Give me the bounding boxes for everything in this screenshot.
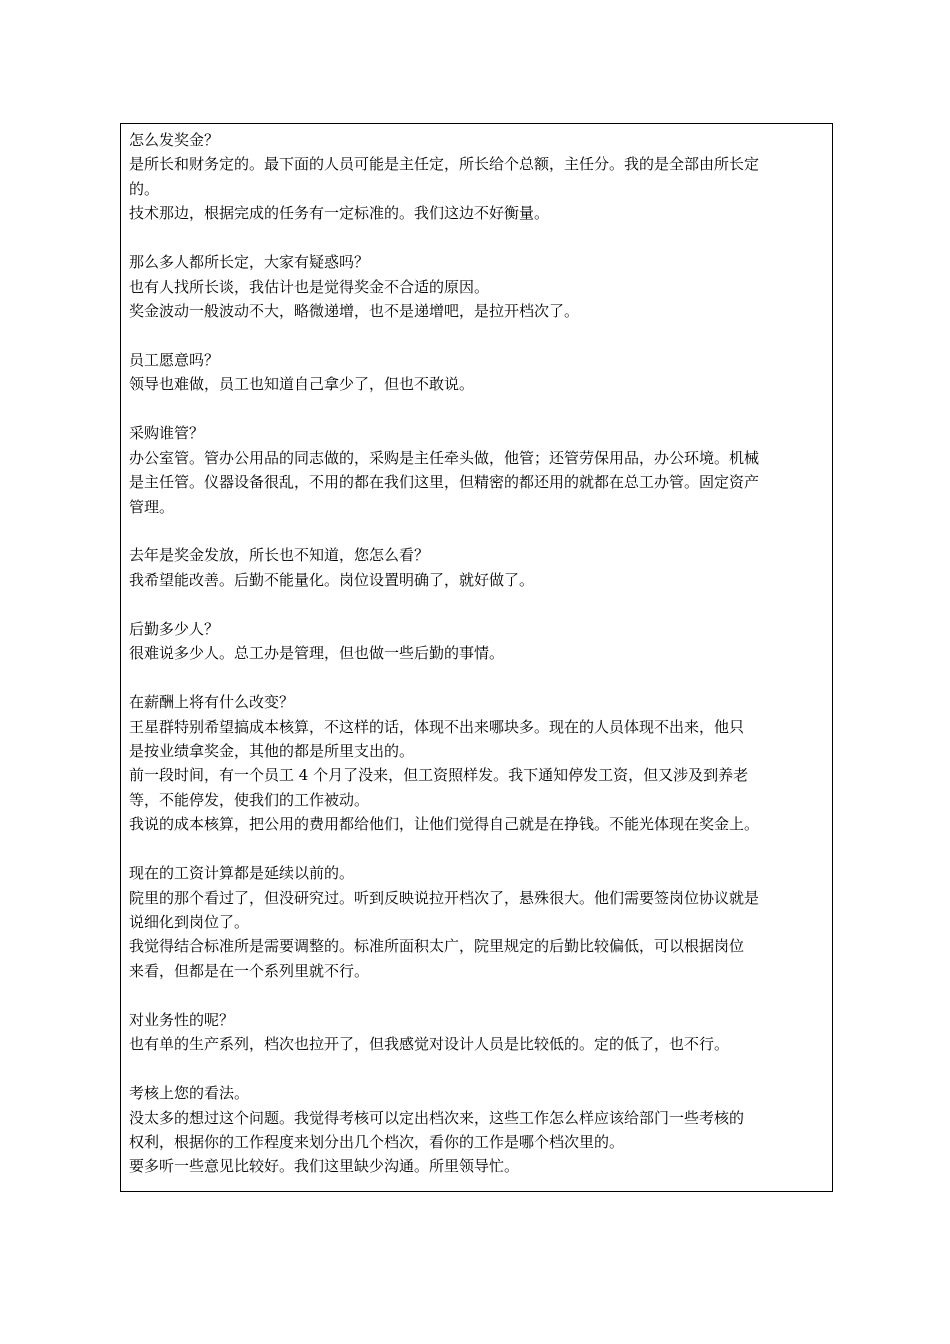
answer-line: 说细化到岗位了。 (129, 913, 250, 931)
answer-line: 我希望能改善。后勤不能量化。岗位设置明确了，就好做了。 (129, 570, 535, 589)
question-line: 怎么发奖金？ (129, 131, 220, 149)
answer-line: 没太多的想过这个问题。我觉得考核可以定出档次来，这些工作怎么样应该给部门一些考核的 (129, 1108, 745, 1127)
answer-line: 来看，但都是在一个系列里就不行。 (129, 961, 370, 980)
answer-line: 也有单的生产系列，档次也拉开了，但我感觉对设计人员是比较低的。定的低了，也不行。 (129, 1035, 730, 1054)
blank-line (129, 226, 824, 250)
answer-line: 我觉得结合标准所是需要调整的。标准所面积太广，院里规定的后勤比较偏低，可以根据岗位 (129, 937, 745, 956)
blank-line (129, 519, 824, 543)
interview-text-box (120, 123, 833, 1192)
answer-line: 前一段时间，有一个员工 4 个月了没来，但工资照样发。我下通知停发工资，但又涉及到养老 (129, 766, 749, 785)
answer-line: 奖金波动一般波动不大，略微递增，也不是递增吧，是拉开档次了。 (129, 302, 580, 321)
answer-line: 要多听一些意见比较好。我们这里缺少沟通。所里领导忙。 (129, 1157, 520, 1176)
answer-line: 我说的成本核算，把公用的费用都给他们，让他们觉得自己就是在挣钱。不能光体现在奖金上。 (129, 815, 760, 834)
answer-line: 是主任管。仪器设备很乱，不用的都在我们这里，但精密的都还用的就都在总工办管。固定资产 (129, 473, 760, 492)
blank-line (129, 1057, 824, 1081)
answer-line: 是所长和财务定的。最下面的人员可能是主任定，所长给个总额，主任分。我的是全部由所长定 (129, 155, 760, 174)
blank-line (129, 983, 824, 1007)
answer-line: 也有人找所长谈，我估计也是觉得奖金不合适的原因。 (129, 277, 490, 296)
blank-line (129, 837, 824, 861)
question-line: 那么多人都所长定，大家有疑惑吗？ (129, 253, 370, 272)
answer-line: 很难说多少人。总工办是管理，但也做一些后勤的事情。 (129, 644, 505, 663)
blank-line (129, 324, 824, 348)
answer-line: 王星群特别希望搞成本核算，不这样的话，体现不出来哪块多。现在的人员体现不出来，他只 (129, 717, 745, 736)
question-line: 后勤多少人？ (129, 619, 220, 638)
answer-line: 权利，根据你的工作程度来划分出几个档次，看你的工作是哪个档次里的。 (129, 1132, 625, 1151)
blank-line (129, 397, 824, 421)
answer-line: 办公室管。管办公用品的同志做的，采购是主任牵头做，他管；还管劳保用品，办公环境。机械 (129, 448, 760, 467)
blank-line (129, 592, 824, 616)
answer-line: 管理。 (129, 497, 175, 516)
question-line: 采购谁管？ (129, 424, 205, 443)
question-line: 员工愿意吗？ (129, 350, 220, 369)
question-line: 现在的工资计算都是延续以前的。 (129, 864, 355, 883)
answer-line: 等，不能停发，使我们的工作被动。 (129, 790, 370, 809)
answer-line: 技术那边，根据完成的任务有一定标准的。我们这边不好衡量。 (129, 204, 550, 223)
answer-line: 是按业绩拿奖金，其他的都是所里支出的。 (129, 741, 415, 760)
answer-line: 的。 (129, 179, 160, 198)
question-line: 去年是奖金发放，所长也不知道，您怎么看？ (129, 546, 430, 565)
answer-line: 院里的那个看过了，但没研究过。听到反映说拉开档次了，悬殊很大。他们需要签岗位协议就是 (129, 888, 760, 907)
question-line: 在薪酬上将有什么改变？ (129, 693, 295, 712)
blank-line (129, 666, 824, 690)
question-line: 对业务性的呢？ (129, 1010, 235, 1029)
answer-line: 领导也难做，员工也知道自己拿少了，但也不敢说。 (129, 375, 475, 394)
question-line: 考核上您的看法。 (129, 1084, 250, 1103)
